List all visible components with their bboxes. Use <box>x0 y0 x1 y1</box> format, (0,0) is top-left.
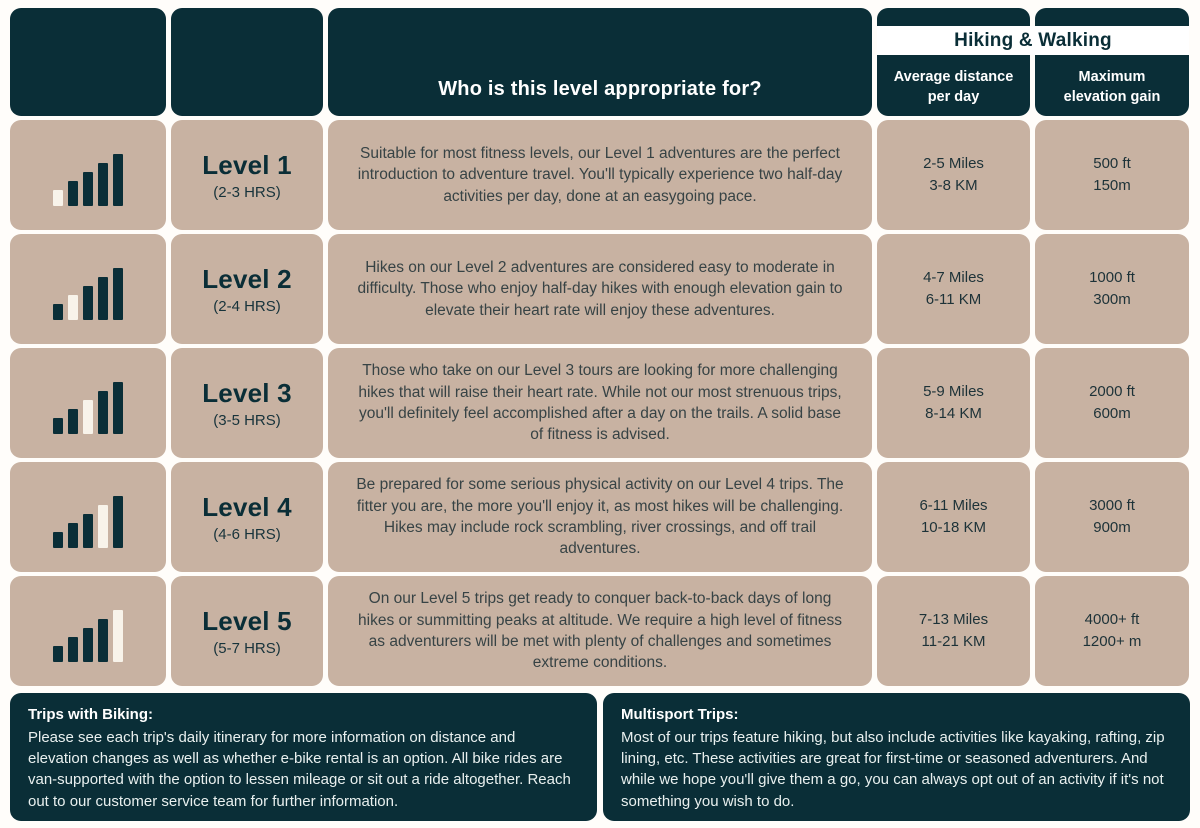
elevation-m: 600m <box>1093 405 1131 422</box>
elevation-ft: 3000 ft <box>1089 496 1135 514</box>
biking-note-title: Trips with Biking: <box>28 706 154 723</box>
level-description: Suitable for most fitness levels, our Level 1 adventures are the perfect introduction to adventure travel. You'll typically experience two half-day activities per day, done at an easygoing pace. <box>357 144 843 205</box>
hiking-walking-header-group <box>877 8 1189 116</box>
level-3-description-cell <box>328 348 872 458</box>
levels-table <box>10 8 1190 686</box>
elevation-m: 300m <box>1093 291 1131 308</box>
header-icon-column-spacer <box>10 8 166 116</box>
intensity-bars-icon <box>53 492 123 548</box>
multisport-note-body: Most of our trips feature hiking, but also include activities like kayaking, rafting, zip lining, etc. These activities are great for first-time or seasoned adventurers. And while we hope you'll give them a go, you can always opt out of an activity if it's not something you wish to do. <box>621 728 1165 810</box>
intensity-bars-icon <box>53 606 123 662</box>
distance-miles: 7-13 Miles <box>918 610 989 628</box>
distance-km: 11-21 KM <box>921 633 986 650</box>
distance-miles: 4-7 Miles <box>923 268 984 286</box>
multisport-note-box <box>603 693 1190 821</box>
distance-km: 10-18 KM <box>920 519 987 536</box>
level-name: Level 2 <box>202 263 292 294</box>
footer-notes <box>10 693 1190 821</box>
level-4-description-cell <box>328 462 872 572</box>
level-4-elevation-cell <box>1035 462 1189 572</box>
level-hours: (5-7 HRS) <box>213 639 281 657</box>
hiking-walking-title: Hiking & Walking <box>954 29 1112 51</box>
elevation-m: 150m <box>1093 177 1131 194</box>
elevation-m: 900m <box>1093 519 1131 536</box>
elevation-ft: 4000+ ft <box>1084 610 1140 628</box>
elevation-column-header: Maximum elevation gain <box>1035 8 1189 116</box>
who-header-label: Who is this level appropriate for? <box>438 78 762 100</box>
level-5-distance-cell <box>877 576 1030 686</box>
header-who-cell <box>328 8 872 116</box>
level-1-intensity-cell <box>10 120 166 230</box>
biking-note-body: Please see each trip's daily itinerary for more information on distance and elevation changes as well as whether e-bike rental is an option. All bike rides are van-supported with the option to lessen mileage or sit out a ride altogether. Reach out to our customer service team for further information. <box>28 728 571 810</box>
intensity-bars-icon <box>53 150 123 206</box>
intensity-bars-icon <box>53 264 123 320</box>
level-5-intensity-cell <box>10 576 166 686</box>
distance-km: 3-8 KM <box>929 177 978 194</box>
elevation-ft: 1000 ft <box>1089 268 1135 286</box>
level-2-elevation-cell <box>1035 234 1189 344</box>
header-level-column-spacer <box>171 8 323 116</box>
level-5-label-cell <box>171 576 323 686</box>
elevation-ft: 500 ft <box>1093 154 1131 172</box>
distance-miles: 5-9 Miles <box>923 382 984 400</box>
level-3-distance-cell <box>877 348 1030 458</box>
distance-km: 8-14 KM <box>925 405 982 422</box>
level-description: Be prepared for some serious physical activity on our Level 4 trips. The fitter you are, the more you'll enjoy it, as most hikes will be challenging. Hikes may include rock scrambling, river crossings, and off trail adventures. <box>356 476 844 558</box>
level-5-elevation-cell <box>1035 576 1189 686</box>
distance-miles: 2-5 Miles <box>923 154 984 172</box>
level-name: Level 3 <box>202 377 292 408</box>
level-5-description-cell <box>328 576 872 686</box>
elevation-ft: 2000 ft <box>1089 382 1135 400</box>
level-hours: (4-6 HRS) <box>213 525 281 543</box>
level-hours: (2-3 HRS) <box>213 183 281 201</box>
level-description: Those who take on our Level 3 tours are looking for more challenging hikes that will raise their heart rate. While not our most strenuous trips, you'll definitely feel accomplished after a day on the trails. A solid base of fitness is advised. <box>358 362 842 444</box>
elevation-m: 1200+ m <box>1082 633 1142 650</box>
level-1-label-cell <box>171 120 323 230</box>
level-1-description-cell <box>328 120 872 230</box>
distance-column-header: Average distance per day <box>877 8 1030 116</box>
level-4-distance-cell <box>877 462 1030 572</box>
level-2-intensity-cell <box>10 234 166 344</box>
level-2-label-cell <box>171 234 323 344</box>
distance-km: 6-11 KM <box>925 291 982 308</box>
hiking-walking-title-band <box>877 26 1189 55</box>
distance-miles: 6-11 Miles <box>919 496 988 514</box>
level-3-label-cell <box>171 348 323 458</box>
multisport-note-title: Multisport Trips: <box>621 706 739 723</box>
level-name: Level 1 <box>202 149 292 180</box>
level-3-intensity-cell <box>10 348 166 458</box>
level-description: Hikes on our Level 2 adventures are considered easy to moderate in difficulty. Those who enjoy half-day hikes with enough elevation gain to elevate their heart rate will enjoy these adventures. <box>357 258 843 319</box>
level-2-description-cell <box>328 234 872 344</box>
level-4-label-cell <box>171 462 323 572</box>
level-hours: (2-4 HRS) <box>213 297 281 315</box>
level-name: Level 5 <box>202 605 292 636</box>
level-name: Level 4 <box>202 491 292 522</box>
level-3-elevation-cell <box>1035 348 1189 458</box>
level-1-distance-cell <box>877 120 1030 230</box>
hiking-walking-subheaders <box>877 8 1189 116</box>
intensity-bars-icon <box>53 378 123 434</box>
level-1-elevation-cell <box>1035 120 1189 230</box>
level-4-intensity-cell <box>10 462 166 572</box>
level-hours: (3-5 HRS) <box>213 411 281 429</box>
level-description: On our Level 5 trips get ready to conquer back-to-back days of long hikes or summitting peaks at altitude. We require a high level of fitness as adventurers will be met with plenty of challenges and sometimes extreme conditions. <box>358 590 842 672</box>
level-2-distance-cell <box>877 234 1030 344</box>
biking-note-box <box>10 693 597 821</box>
